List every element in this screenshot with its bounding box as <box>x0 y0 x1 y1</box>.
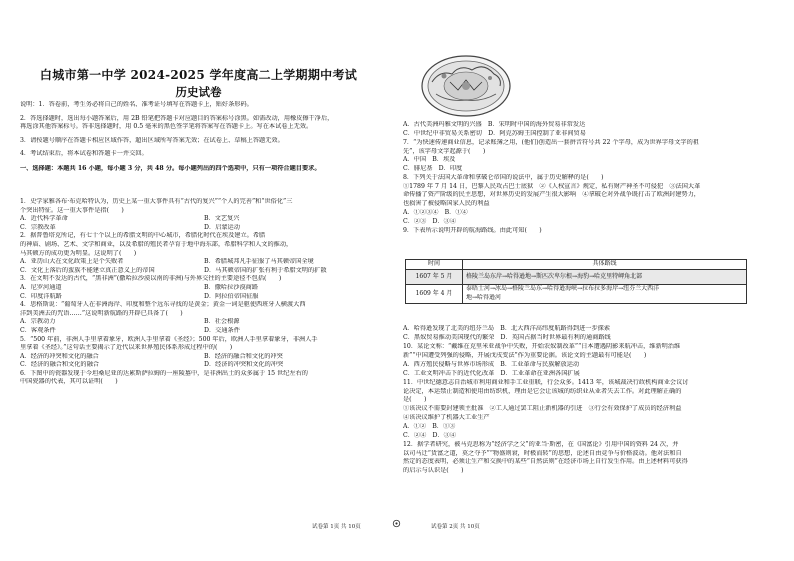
question-stem: 是( ) <box>403 396 427 404</box>
question-item <box>20 275 388 301</box>
question-stem: 4．思格斯说：“葡萄牙人在非洲海岸、印度和整个远东寻找的是黄金；黄金一词是驱使西班牙人横渡大西 <box>20 301 306 309</box>
question-stem: 2．据普鲁塔克所记，有七十个以上的希腊文明的中心城市，希腊化时代在埃及建立。希腊 <box>20 232 266 240</box>
answer-options <box>403 156 773 173</box>
answer-option: C．宗教改革 <box>20 223 56 231</box>
option-row <box>20 258 388 267</box>
exam-subtitle: 历史试卷 <box>175 85 222 99</box>
answer-option: A．宗教动力 <box>20 318 56 326</box>
answer-option: C．②④ D．③④ <box>403 431 457 439</box>
question-stem: 马其顿方的成功更为明显。这说明了( ) <box>20 249 137 257</box>
left-questions <box>20 198 388 387</box>
answer-option: A．古代美洲玛雅文明的兴盛 B．宋明时中国的海外贸易非常发达 <box>403 121 586 128</box>
question-stem: 8．下列关于法国大革命和拿破仑帝国的说法中，属于历史解释的是( ) <box>403 174 604 181</box>
question-stem: 论决定，本运禁止制造和使用由纺织机，理由是它会让该城的纺织业从业者失去工作。对此理解正确的 <box>403 387 682 395</box>
route-time: 1607 年 5 月 <box>406 270 463 285</box>
porcelain-dish-image <box>420 52 513 118</box>
instruction-line: 3．请按题号顺序在答题卡相应区域作答，超出区域所写答案无效；在试卷上、草稿上答题无效。 <box>20 136 284 144</box>
answer-option: C．中世纪中非贸易关系密切 D．阿克苏姆王国控制了亚非间贸易 <box>403 129 586 137</box>
answer-options <box>403 209 773 226</box>
answer-option: A．亚历山大在文化政策上是个失败者 <box>20 258 124 266</box>
answer-option: B．希腊城邦凡手征服了马其顿帝国全境 <box>204 258 314 266</box>
answer-option: C．经济的融合和文化的融合 <box>20 361 99 369</box>
question-item <box>403 379 773 405</box>
option-row <box>20 224 388 233</box>
question-stem: 命传播了资产阶级的民主思想，对世界历史的发展产生很大影响 ④拿破仑对外战争既打击了欧洲封建势力， <box>403 191 700 199</box>
answer-option: A．尼罗河通道 <box>20 283 62 291</box>
question-item <box>403 139 773 156</box>
question-stem: 里拿着《圣经》。”这句话主要揭示了近代以来世界殖民体系形成过程中的( ) <box>20 344 233 352</box>
answer-option: C．腓尼基 D．印度 <box>403 164 463 172</box>
question-stem: 以司马迁“货富之道，莫之夺予”“物盛则衰，时极而转”的思想，论述自由竞争与价格波动。他对法和自 <box>403 449 682 457</box>
question-item <box>20 198 388 232</box>
question-stem: ①1789 年 7 月 14 日，巴黎人民攻占巴士底狱 ②《人权宣言》规定，私有财产神圣不可侵犯 ③法国大革 <box>403 182 701 190</box>
question-stem: 9．下表所示说明开辟的航海路线。由此可知( ) <box>403 227 542 234</box>
question-stem: 6．下图中的瓷器发现于今坦桑尼亚的达累斯萨拉姆的一座陵墓中，是非洲出土的众多属于 15 世纪左右的 <box>20 369 308 377</box>
option-row <box>20 284 388 293</box>
answer-option: A．近代科学革命 <box>20 215 68 223</box>
answer-option: A．哈得逊发现了北美的纽芬兰岛 B．北大西洋高纬度航路得到进一步探索 <box>403 325 611 332</box>
answer-options <box>403 423 773 440</box>
option-row <box>20 353 388 362</box>
route-time: 1609 年 4 月 <box>406 285 463 304</box>
question-stem: 洋到美洲去的咒语……”这说明新航路的开辟已具备了( ) <box>20 309 183 317</box>
answer-option: D．交通条件 <box>204 326 240 334</box>
instructions-block <box>20 101 388 174</box>
question-item <box>20 370 388 387</box>
route-path: 泰晤士河→冰岛→格陵兰岛东→哈得逊海峡→拉布拉多海岸→纽芬兰大西洋 <box>463 285 747 295</box>
option-row <box>20 293 388 302</box>
page-footer-left: 试卷第 1页 共 10页 <box>312 524 361 530</box>
exam-title: 白城市第一中学 2024-2025 学年度高二上学期期中考试 <box>39 68 358 82</box>
option-row <box>20 318 388 327</box>
answer-option: D．启蒙运动 <box>204 223 240 231</box>
question-stem: 先”，该字母文字起源于( ) <box>403 147 486 155</box>
page-footer-right: 试卷第 2页 共 10页 <box>431 524 480 530</box>
question-stem: 3．在文明不发达的古代，“黑非洲”(撒哈拉沙漠以南的非洲)与外界交往的主要途径不包括( ) <box>20 275 282 283</box>
question-item <box>20 336 388 370</box>
question-stem: 12．据学者研究，被马克思称为“经济学之父”的亚当·斯密，在《国富论》引用中国的资料 24 次，并 <box>403 441 679 448</box>
answer-option: A．西方殖民侵略与世界市场形成 B．工业革命与民族解放运动 <box>403 361 580 368</box>
answer-option: A．①② B．①③ <box>403 423 456 430</box>
question-item <box>403 227 773 236</box>
question-stem: 1．史学家雅各布·布克哈特认为，历史上某一重大事件具有“古代的复兴”“个人的完善”和“世俗化”三 <box>20 198 293 205</box>
answer-option: C．工业文明冲击下的近代化改革 D．工业革命在亚洲各国扩展 <box>403 369 580 377</box>
answer-options <box>403 121 773 138</box>
question-stem: 然定的态度表明，必须让生产和交换中的某些“自然法则”在经济市场上自行发生作用。由上述材料可获得 <box>403 458 688 466</box>
instruction-line: 再选涂其他答案标号。答非选择题时，用 0.5 毫米的黑色签字笔将答案写在答题卡上。写在本试卷上无效。 <box>20 123 313 131</box>
option-row <box>20 267 388 276</box>
question-stem: 的启示与认识是( ) <box>403 466 464 474</box>
instruction-line: 2．答选择题时，选出每小题答案后，用 2B 铅笔把答题卡对应题目的答案标号涂黑。如需改动，用橡皮擦干净后， <box>20 114 334 122</box>
question-stem: 5．“500 年前，非洲人手里拿着象牙，欧洲人手里拿着《圣经》；500 年后，欧洲人手里拿着象牙，非洲人手 <box>20 335 318 343</box>
answer-option: B．社会根源 <box>204 318 240 326</box>
answer-option: D．马其顿帝国的扩张有利于希腊文明的扩散 <box>204 266 327 274</box>
answer-option: D．阿拉伯帝国征服 <box>204 292 259 300</box>
instruction-line: 4．考试结束后，将本试卷和答题卡一并交回。 <box>20 150 148 158</box>
answer-option: B．文艺复兴 <box>204 215 240 223</box>
section-heading: 一、选择题：本题共 16 小题，每小题 3 分，共 48 分。每小题列出的四个选项中，只有一项符合题目要求。 <box>20 164 321 172</box>
question-stem: 也损害了被侵略国家人民的利益 <box>403 199 490 207</box>
question-item <box>20 232 388 275</box>
route-path: 格陵兰岛东岸→哈得逊地→斯匹次卑尔根→海豹→哈克里特岬角北部 <box>463 270 747 285</box>
question-item <box>20 301 388 335</box>
route-path-cont: 地→哈得逊河 <box>463 294 747 304</box>
question-stem: 10．某论文称：“戴维在克里米亚战争中失败，开始农奴制改革”“日本遭遇阴影来航冲击，维新明治维 <box>403 343 681 350</box>
answer-option: A．中国 B．埃及 <box>403 156 456 163</box>
answer-option: D．经济的冲突和文化的冲突 <box>204 361 284 369</box>
answer-option: C．文化上落后的蛮族不能建立真正意义上的帝国 <box>20 266 155 274</box>
route-table <box>405 259 747 304</box>
instruction-line: 说明：1．答卷前，考生务必将自己的姓名、准考证号填写在答题卡上，贴好条形码。 <box>20 101 253 108</box>
answer-option: B．经济的融合和文化的冲突 <box>204 352 283 360</box>
answer-options <box>403 361 773 378</box>
answer-options <box>403 325 773 342</box>
answer-option: C．客观条件 <box>20 326 56 334</box>
answer-option: C．黑奴贸易推动美国现代的繁荣 D．英国占据当时世界最有利的通商路线 <box>403 333 611 341</box>
option-row <box>20 215 388 224</box>
option-row <box>20 327 388 336</box>
option-row <box>20 361 388 370</box>
answer-option: C．印度洋航路 <box>20 292 62 300</box>
question-stem: 的神庙、剧场、艺术、文学和商业，以及希腊的殖民者孕育于地中海东部，希腊科学和人文的推动， <box>20 240 293 248</box>
answer-option: A．①②③④ B．①④ <box>403 209 468 216</box>
question-stem: 个突出特征。这一重大事件是指( ) <box>20 206 124 214</box>
question-stem: 中国瓷器的代表，其可以证明( ) <box>20 378 118 386</box>
route-table-row <box>406 270 747 285</box>
answer-option: ④该决议维护了机器大工业生产 <box>403 413 490 421</box>
answer-option: B．撒哈拉沙漠商路 <box>204 283 259 291</box>
question-stem: 新”“中国遭受列强的侵略，开展戊戌变法”作为重要论据。该论文的主题最有可能是( ) <box>403 351 647 359</box>
answer-option: C．②③ D．③④ <box>403 217 457 225</box>
question-stem: 11．中世纪德意志自治城市利用商业和手工业重联，行会众多。1413 年，该城裁决行政机构商业会议讨 <box>403 379 689 386</box>
route-table-header-time: 时间 <box>406 260 463 270</box>
route-table-row <box>406 285 747 295</box>
answer-option: A．经济的冲突和文化的融合 <box>20 352 99 360</box>
question-item <box>403 174 773 208</box>
question-item <box>403 343 773 360</box>
question-stem: 7．“为快速传递商业信息，记录账簿之用，(他们)创造出一套拼音符号共 22 个字母，成为世界字母文字的祖 <box>403 139 699 146</box>
route-table-header-route: 具体路线 <box>463 260 747 270</box>
answer-option: ①该决议不需要封建领主批准 ②工人通过罢工阻止新机器的引进 ③行会有效保护了成员的经济利益 <box>403 405 682 412</box>
answer-options <box>403 405 773 422</box>
question-item <box>403 441 773 475</box>
